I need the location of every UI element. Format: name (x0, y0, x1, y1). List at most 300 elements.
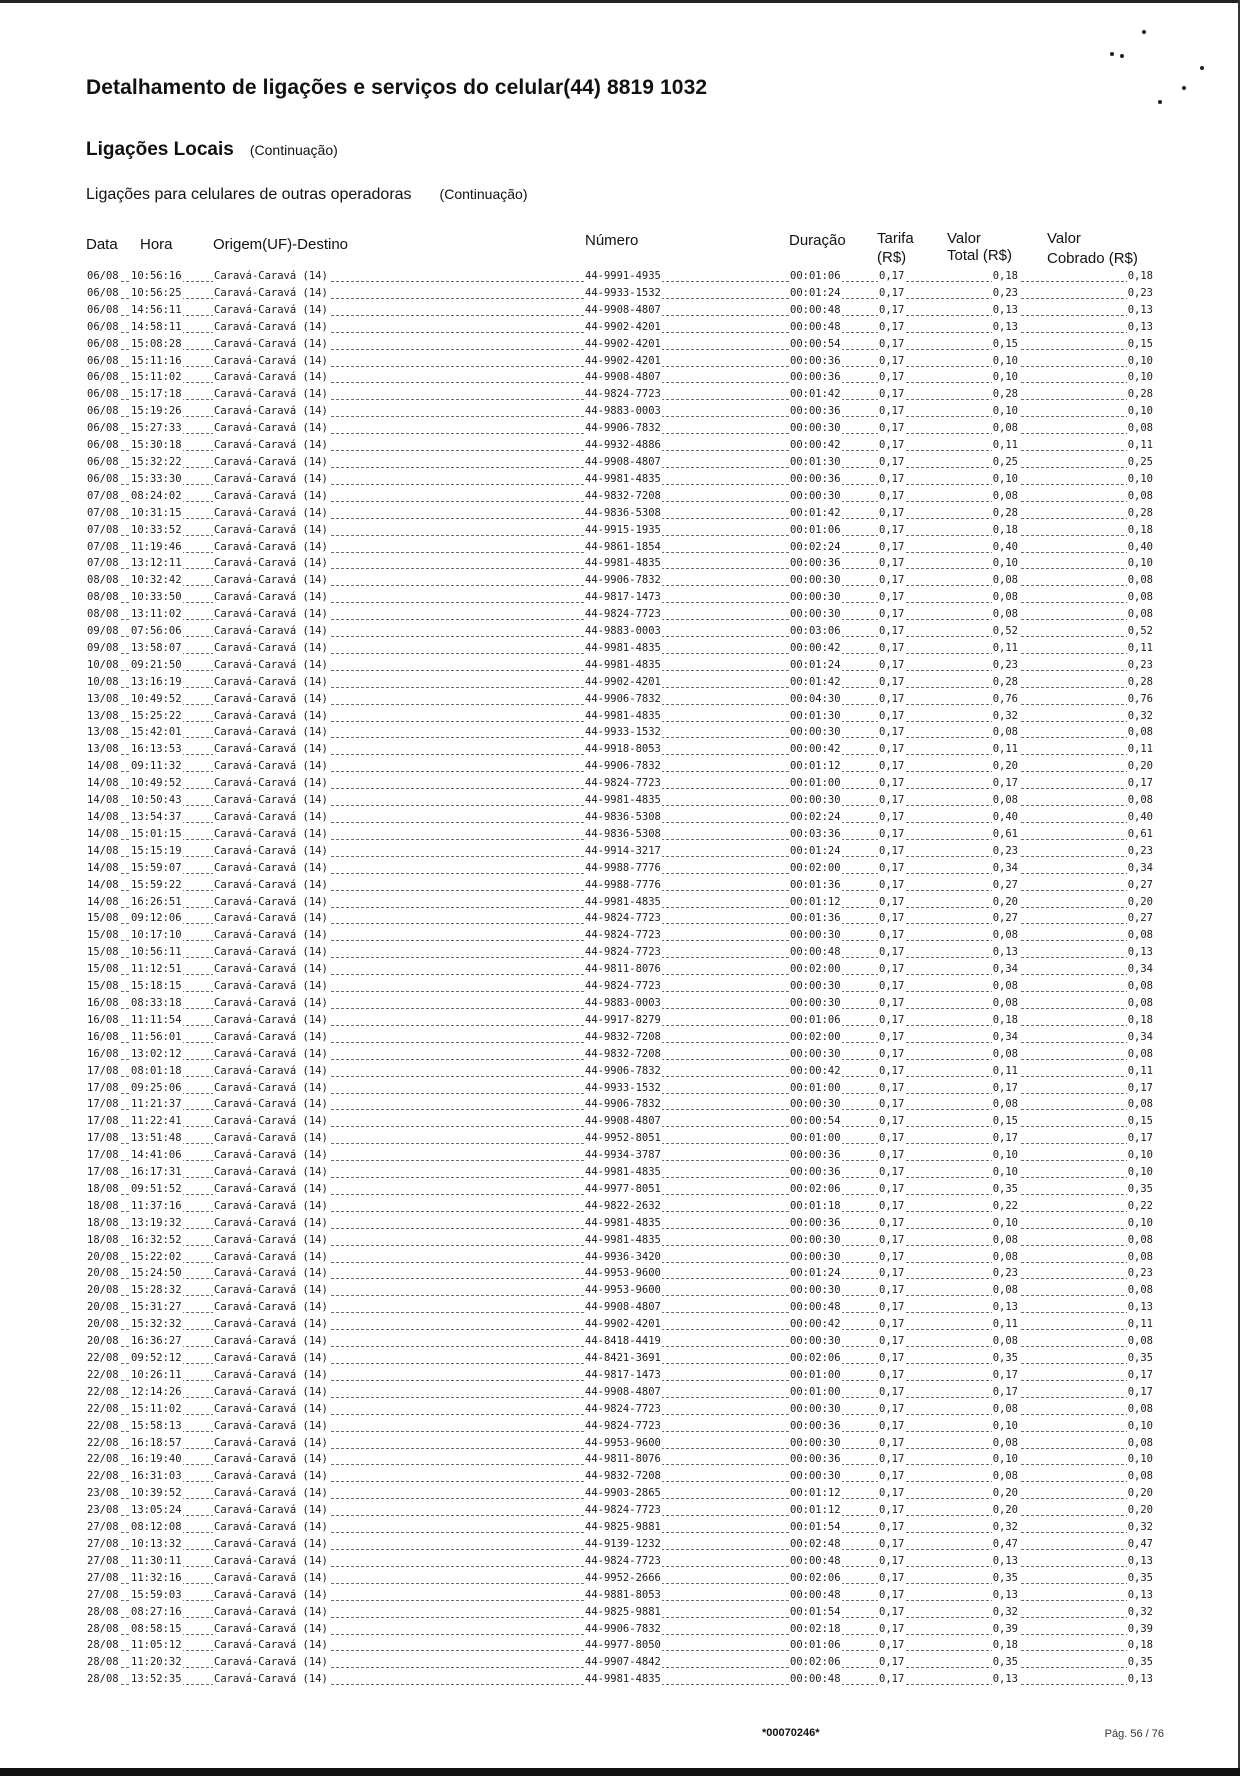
call-duration: 00:01:06 (790, 1639, 841, 1652)
call-rate: 0,17 (879, 1182, 905, 1195)
call-duration: 00:01:06 (790, 270, 841, 282)
call-total-value: 0,28 (992, 388, 1018, 401)
call-charged-value: 0,27 (1127, 878, 1153, 891)
call-charged-value: 0,47 (1127, 1537, 1153, 1550)
call-origin-destination: Caravá-Caravá (14) (214, 1149, 328, 1162)
table-row (86, 370, 1154, 387)
call-charged-value: 0,08 (1127, 1284, 1153, 1297)
table-row (86, 573, 1154, 590)
table-row (86, 387, 1154, 404)
call-charged-value: 0,20 (1127, 895, 1153, 908)
table-row (86, 590, 1154, 607)
call-rate: 0,17 (879, 1047, 905, 1060)
call-rate: 0,17 (879, 946, 905, 959)
call-time: 11:30:11 (131, 1554, 182, 1567)
call-rate: 0,17 (879, 1199, 905, 1212)
call-total-value: 0,10 (992, 1149, 1018, 1162)
call-origin-destination: Caravá-Caravá (14) (214, 1453, 328, 1466)
call-duration: 00:00:30 (790, 608, 841, 621)
call-charged-value: 0,11 (1127, 1318, 1153, 1331)
call-time: 13:58:07 (131, 641, 182, 654)
call-number: 44-9824-7723 (585, 1504, 661, 1517)
table-row (86, 1131, 1154, 1148)
call-origin-destination: Caravá-Caravá (14) (214, 574, 328, 587)
call-charged-value: 0,25 (1127, 455, 1153, 468)
call-charged-value: 0,10 (1127, 472, 1153, 485)
call-time: 15:59:22 (131, 878, 182, 891)
table-row (86, 675, 1154, 692)
call-charged-value: 0,10 (1127, 354, 1153, 367)
call-rate: 0,17 (879, 1250, 905, 1263)
call-total-value: 0,17 (992, 1385, 1018, 1398)
table-row (86, 1436, 1154, 1453)
call-duration: 00:01:00 (790, 1081, 841, 1094)
table-row (86, 1266, 1154, 1283)
call-rate: 0,17 (879, 743, 905, 756)
call-rate: 0,17 (879, 1064, 905, 1077)
call-time: 11:56:01 (131, 1030, 182, 1043)
call-date: 27/08 (87, 1588, 119, 1601)
call-time: 15:27:33 (131, 422, 182, 435)
table-row (86, 1283, 1154, 1300)
call-charged-value: 0,76 (1127, 692, 1153, 705)
call-date: 20/08 (87, 1318, 119, 1331)
call-date: 18/08 (87, 1216, 119, 1229)
call-number: 44-9908-4807 (585, 1385, 661, 1398)
call-rate: 0,17 (879, 1554, 905, 1567)
call-total-value: 0,61 (992, 827, 1018, 840)
call-duration: 00:00:30 (790, 489, 841, 502)
table-row (86, 1013, 1154, 1030)
subsection-title: Ligações para celulares de outras operadoras (86, 186, 412, 203)
call-duration: 00:02:06 (790, 1656, 841, 1669)
call-date: 06/08 (87, 337, 119, 350)
call-number: 44-9832-7208 (585, 1470, 661, 1483)
call-charged-value: 0,35 (1127, 1182, 1153, 1195)
call-rate: 0,17 (879, 286, 905, 299)
table-row (86, 1165, 1154, 1182)
call-duration: 00:02:06 (790, 1182, 841, 1195)
call-origin-destination: Caravá-Caravá (14) (214, 1487, 328, 1500)
call-time: 13:52:35 (131, 1673, 182, 1686)
bottom-border (0, 1768, 1240, 1776)
call-time: 11:32:16 (131, 1571, 182, 1584)
call-time: 13:51:48 (131, 1132, 182, 1145)
call-origin-destination: Caravá-Caravá (14) (214, 1419, 328, 1432)
call-date: 13/08 (87, 692, 119, 705)
call-origin-destination: Caravá-Caravá (14) (214, 303, 328, 316)
call-rate: 0,17 (879, 354, 905, 367)
call-rate: 0,17 (879, 844, 905, 857)
call-date: 28/08 (87, 1639, 119, 1652)
call-duration: 00:01:42 (790, 388, 841, 401)
call-origin-destination: Caravá-Caravá (14) (214, 963, 328, 976)
col-header-duracao: Duração (789, 232, 846, 249)
call-duration: 00:01:00 (790, 1132, 841, 1145)
call-origin-destination: Caravá-Caravá (14) (214, 929, 328, 942)
call-total-value: 0,10 (992, 557, 1018, 570)
call-charged-value: 0,27 (1127, 912, 1153, 925)
call-rate: 0,17 (879, 996, 905, 1009)
table-row (86, 1672, 1154, 1689)
call-origin-destination: Caravá-Caravá (14) (214, 980, 328, 993)
call-duration: 00:01:06 (790, 1013, 841, 1026)
call-total-value: 0,08 (992, 1470, 1018, 1483)
call-rate: 0,17 (879, 489, 905, 502)
call-duration: 00:00:42 (790, 1318, 841, 1331)
call-number: 44-9836-5308 (585, 827, 661, 840)
call-date: 06/08 (87, 388, 119, 401)
call-charged-value: 0,10 (1127, 371, 1153, 384)
page-title: Detalhamento de ligações e serviços do celular(44) 8819 1032 (86, 76, 708, 99)
call-duration: 00:02:00 (790, 1030, 841, 1043)
call-rate: 0,17 (879, 1385, 905, 1398)
call-duration: 00:01:54 (790, 1521, 841, 1534)
call-total-value: 0,25 (992, 455, 1018, 468)
table-row (86, 1114, 1154, 1131)
call-date: 16/08 (87, 1047, 119, 1060)
call-origin-destination: Caravá-Caravá (14) (214, 1182, 328, 1195)
call-number: 44-9952-8051 (585, 1132, 661, 1145)
call-total-value: 0,32 (992, 709, 1018, 722)
call-charged-value: 0,20 (1127, 1487, 1153, 1500)
call-rate: 0,17 (879, 1521, 905, 1534)
call-origin-destination: Caravá-Caravá (14) (214, 878, 328, 891)
call-number: 44-8421-3691 (585, 1352, 661, 1364)
call-total-value: 0,11 (992, 1318, 1018, 1331)
call-origin-destination: Caravá-Caravá (14) (214, 371, 328, 384)
call-time: 15:33:30 (131, 472, 182, 485)
call-duration: 00:01:24 (790, 844, 841, 857)
call-duration: 00:01:12 (790, 1504, 841, 1517)
call-date: 14/08 (87, 760, 119, 773)
call-date: 18/08 (87, 1199, 119, 1212)
call-charged-value: 0,23 (1127, 1267, 1153, 1280)
call-origin-destination: Caravá-Caravá (14) (214, 337, 328, 350)
call-total-value: 0,20 (992, 895, 1018, 908)
table-row (86, 624, 1154, 641)
call-origin-destination: Caravá-Caravá (14) (214, 726, 328, 739)
call-number: 44-9981-4835 (585, 641, 661, 654)
call-total-value: 0,34 (992, 1030, 1018, 1043)
call-time: 08:58:15 (131, 1622, 182, 1635)
call-rate: 0,17 (879, 1216, 905, 1229)
call-time: 11:22:41 (131, 1115, 182, 1128)
call-number: 44-9981-4835 (585, 895, 661, 908)
call-rate: 0,17 (879, 827, 905, 840)
call-duration: 00:00:48 (790, 320, 841, 333)
call-duration: 00:00:42 (790, 743, 841, 756)
call-origin-destination: Caravá-Caravá (14) (214, 1301, 328, 1314)
call-rate: 0,17 (879, 878, 905, 891)
table-row (86, 996, 1154, 1013)
call-origin-destination: Caravá-Caravá (14) (214, 1537, 328, 1550)
table-row (86, 337, 1154, 354)
call-number: 44-9981-4835 (585, 709, 661, 722)
call-charged-value: 0,10 (1127, 1419, 1153, 1432)
table-row (86, 1081, 1154, 1098)
call-charged-value: 0,08 (1127, 422, 1153, 435)
call-origin-destination: Caravá-Caravá (14) (214, 658, 328, 671)
col-header-valor-total-2: Total (R$) (947, 247, 1013, 264)
call-total-value: 0,08 (992, 726, 1018, 739)
call-rate: 0,17 (879, 1098, 905, 1111)
call-total-value: 0,34 (992, 861, 1018, 874)
call-rate: 0,17 (879, 1013, 905, 1026)
call-charged-value: 0,34 (1127, 963, 1153, 976)
call-rate: 0,17 (879, 1639, 905, 1652)
call-origin-destination: Caravá-Caravá (14) (214, 996, 328, 1009)
call-charged-value: 0,20 (1127, 760, 1153, 773)
call-charged-value: 0,10 (1127, 405, 1153, 418)
call-total-value: 0,52 (992, 625, 1018, 638)
call-time: 11:37:16 (131, 1199, 182, 1212)
table-row (86, 489, 1154, 506)
call-duration: 00:01:00 (790, 1368, 841, 1381)
call-duration: 00:00:30 (790, 929, 841, 942)
call-charged-value: 0,13 (1127, 1588, 1153, 1601)
call-charged-value: 0,08 (1127, 1335, 1153, 1348)
call-rate: 0,17 (879, 1537, 905, 1550)
call-duration: 00:00:42 (790, 439, 841, 452)
call-duration: 00:00:30 (790, 1436, 841, 1449)
call-date: 28/08 (87, 1605, 119, 1618)
col-header-tarifa-unit: (R$) (877, 249, 907, 266)
call-date: 22/08 (87, 1352, 119, 1364)
call-number: 44-8418-4419 (585, 1335, 661, 1348)
call-date: 18/08 (87, 1182, 119, 1195)
subsection-continuation: (Continuação) (439, 186, 528, 202)
call-total-value: 0,40 (992, 540, 1018, 553)
call-duration: 00:03:36 (790, 827, 841, 840)
call-date: 09/08 (87, 641, 119, 654)
call-charged-value: 0,18 (1127, 1013, 1153, 1026)
call-rate: 0,17 (879, 625, 905, 638)
call-rate: 0,17 (879, 439, 905, 452)
table-row (86, 472, 1154, 489)
call-number: 44-9825-9881 (585, 1521, 661, 1534)
call-number: 44-9824-7723 (585, 1419, 661, 1432)
call-duration: 00:00:48 (790, 303, 841, 316)
call-number: 44-9906-7832 (585, 1064, 661, 1077)
call-rate: 0,17 (879, 1335, 905, 1348)
call-duration: 00:00:36 (790, 371, 841, 384)
table-row (86, 556, 1154, 573)
call-duration: 00:00:36 (790, 1149, 841, 1162)
table-row (86, 725, 1154, 742)
section-title: Ligações Locais (86, 139, 234, 160)
call-total-value: 0,39 (992, 1622, 1018, 1635)
table-row (86, 286, 1154, 303)
call-date: 20/08 (87, 1335, 119, 1348)
call-total-value: 0,08 (992, 422, 1018, 435)
top-border (0, 0, 1240, 3)
table-row (86, 506, 1154, 523)
call-rate: 0,17 (879, 692, 905, 705)
table-row (86, 827, 1154, 844)
call-date: 08/08 (87, 591, 119, 604)
call-number: 44-9822-2632 (585, 1199, 661, 1212)
call-date: 15/08 (87, 963, 119, 976)
call-duration: 00:00:36 (790, 1419, 841, 1432)
call-date: 23/08 (87, 1487, 119, 1500)
call-rate: 0,17 (879, 1030, 905, 1043)
table-row (86, 742, 1154, 759)
call-number: 44-9908-4807 (585, 303, 661, 316)
call-date: 22/08 (87, 1470, 119, 1483)
call-origin-destination: Caravá-Caravá (14) (214, 1588, 328, 1601)
call-duration: 00:00:30 (790, 1250, 841, 1263)
call-duration: 00:01:30 (790, 709, 841, 722)
call-duration: 00:01:30 (790, 455, 841, 468)
table-row (86, 895, 1154, 912)
call-charged-value: 0,34 (1127, 1030, 1153, 1043)
table-row (86, 1469, 1154, 1486)
call-origin-destination: Caravá-Caravá (14) (214, 1639, 328, 1652)
table-row (86, 540, 1154, 557)
call-date: 14/08 (87, 844, 119, 857)
call-duration: 00:00:30 (790, 996, 841, 1009)
call-time: 15:30:18 (131, 439, 182, 452)
table-row (86, 404, 1154, 421)
call-number: 44-9139-1232 (585, 1537, 661, 1550)
call-time: 09:52:12 (131, 1352, 182, 1364)
call-origin-destination: Caravá-Caravá (14) (214, 1673, 328, 1686)
call-date: 27/08 (87, 1521, 119, 1534)
call-total-value: 0,15 (992, 1115, 1018, 1128)
call-number: 44-9824-7723 (585, 1402, 661, 1415)
call-origin-destination: Caravá-Caravá (14) (214, 1166, 328, 1179)
call-total-value: 0,27 (992, 912, 1018, 925)
call-total-value: 0,13 (992, 1554, 1018, 1567)
call-date: 22/08 (87, 1402, 119, 1415)
call-time: 16:13:53 (131, 743, 182, 756)
call-origin-destination: Caravá-Caravá (14) (214, 827, 328, 840)
call-date: 20/08 (87, 1301, 119, 1314)
call-rate: 0,17 (879, 1352, 905, 1364)
call-time: 09:12:06 (131, 912, 182, 925)
call-rate: 0,17 (879, 1470, 905, 1483)
call-total-value: 0,11 (992, 743, 1018, 756)
call-origin-destination: Caravá-Caravá (14) (214, 1013, 328, 1026)
call-total-value: 0,10 (992, 1216, 1018, 1229)
table-row (86, 421, 1154, 438)
call-number: 44-9933-1532 (585, 286, 661, 299)
call-number: 44-9936-3420 (585, 1250, 661, 1263)
call-time: 15:32:32 (131, 1318, 182, 1331)
call-date: 17/08 (87, 1064, 119, 1077)
call-origin-destination: Caravá-Caravá (14) (214, 405, 328, 418)
call-number: 44-9824-7723 (585, 912, 661, 925)
call-time: 13:54:37 (131, 811, 182, 823)
call-number: 44-9932-4886 (585, 439, 661, 452)
call-origin-destination: Caravá-Caravá (14) (214, 1132, 328, 1145)
call-charged-value: 0,11 (1127, 1064, 1153, 1077)
call-total-value: 0,34 (992, 963, 1018, 976)
call-total-value: 0,15 (992, 337, 1018, 350)
call-rate: 0,17 (879, 371, 905, 384)
call-origin-destination: Caravá-Caravá (14) (214, 1436, 328, 1449)
call-total-value: 0,28 (992, 506, 1018, 519)
call-time: 09:51:52 (131, 1182, 182, 1195)
call-origin-destination: Caravá-Caravá (14) (214, 1216, 328, 1229)
call-time: 15:59:07 (131, 861, 182, 874)
table-row (86, 945, 1154, 962)
call-total-value: 0,40 (992, 811, 1018, 823)
call-time: 15:32:22 (131, 455, 182, 468)
call-rate: 0,17 (879, 1504, 905, 1517)
call-origin-destination: Caravá-Caravá (14) (214, 557, 328, 570)
call-duration: 00:00:54 (790, 1115, 841, 1128)
call-time: 10:31:15 (131, 506, 182, 519)
call-origin-destination: Caravá-Caravá (14) (214, 1081, 328, 1094)
call-charged-value: 0,11 (1127, 641, 1153, 654)
call-total-value: 0,08 (992, 608, 1018, 621)
call-date: 17/08 (87, 1115, 119, 1128)
call-date: 20/08 (87, 1250, 119, 1263)
call-date: 06/08 (87, 422, 119, 435)
call-date: 06/08 (87, 286, 119, 299)
call-charged-value: 0,52 (1127, 625, 1153, 638)
call-time: 15:11:02 (131, 371, 182, 384)
call-duration: 00:00:30 (790, 1047, 841, 1060)
call-number: 44-9881-8053 (585, 1588, 661, 1601)
call-date: 17/08 (87, 1098, 119, 1111)
call-duration: 00:01:00 (790, 777, 841, 790)
call-rate: 0,17 (879, 540, 905, 553)
call-rate: 0,17 (879, 1081, 905, 1094)
call-number: 44-9917-8279 (585, 1013, 661, 1026)
call-duration: 00:00:30 (790, 1402, 841, 1415)
table-row (86, 1030, 1154, 1047)
call-duration: 00:00:36 (790, 1453, 841, 1466)
call-charged-value: 0,08 (1127, 1098, 1153, 1111)
call-total-value: 0,47 (992, 1537, 1018, 1550)
call-charged-value: 0,35 (1127, 1571, 1153, 1584)
col-header-valor-total: Valor (947, 230, 981, 247)
call-total-value: 0,17 (992, 1368, 1018, 1381)
call-date: 06/08 (87, 270, 119, 282)
col-header-origem: Origem(UF)-Destino (213, 236, 349, 253)
table-row (86, 1655, 1154, 1672)
call-origin-destination: Caravá-Caravá (14) (214, 1605, 328, 1618)
call-total-value: 0,20 (992, 760, 1018, 773)
call-date: 15/08 (87, 912, 119, 925)
table-row (86, 692, 1154, 709)
call-rate: 0,17 (879, 1267, 905, 1280)
call-origin-destination: Caravá-Caravá (14) (214, 455, 328, 468)
call-charged-value: 0,08 (1127, 608, 1153, 621)
call-duration: 00:02:00 (790, 861, 841, 874)
call-total-value: 0,08 (992, 929, 1018, 942)
call-origin-destination: Caravá-Caravá (14) (214, 472, 328, 485)
call-total-value: 0,08 (992, 1233, 1018, 1246)
call-time: 15:08:28 (131, 337, 182, 350)
call-number: 44-9836-5308 (585, 811, 661, 823)
call-time: 15:58:13 (131, 1419, 182, 1432)
call-total-value: 0,08 (992, 1098, 1018, 1111)
call-date: 16/08 (87, 1030, 119, 1043)
call-date: 06/08 (87, 439, 119, 452)
call-number: 44-9832-7208 (585, 1030, 661, 1043)
call-charged-value: 0,17 (1127, 777, 1153, 790)
table-row (86, 1368, 1154, 1385)
call-duration: 00:01:36 (790, 912, 841, 925)
table-row (86, 438, 1154, 455)
call-date: 07/08 (87, 506, 119, 519)
call-date: 27/08 (87, 1571, 119, 1584)
call-number: 44-9824-7723 (585, 388, 661, 401)
